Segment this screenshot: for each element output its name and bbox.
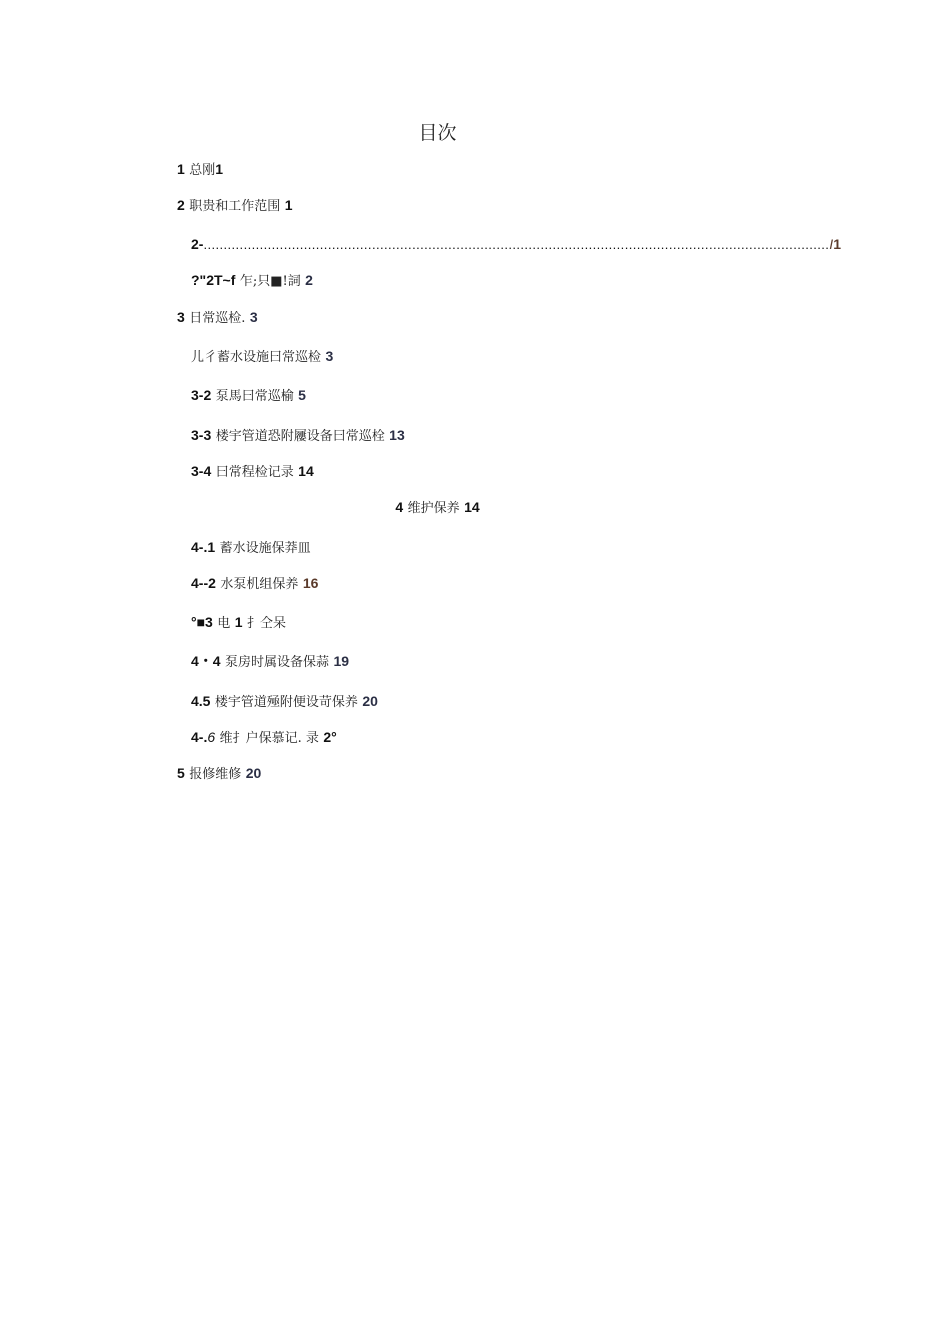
toc-entry [191, 386, 306, 406]
toc-entry-text: 蓄水设施保莽皿 [219, 541, 311, 556]
toc-entry-number: 4-.1 [191, 539, 216, 555]
toc-entry [191, 271, 313, 291]
toc-entry-page: 14 [464, 499, 480, 515]
toc-entry-number: 2 [177, 197, 185, 213]
toc-entry [191, 347, 333, 367]
toc-entry-number: 2- [191, 236, 204, 252]
toc-entry-text: 电 [217, 616, 231, 631]
toc-entry-text: 报修维修 [189, 767, 242, 782]
toc-entry-page: 5 [298, 387, 306, 403]
toc-entry [191, 652, 349, 672]
toc-entry-page: 1 [284, 197, 293, 213]
toc-entry [177, 764, 261, 784]
toc-entry-number: 5 [177, 765, 185, 781]
toc-entry-number: °■3 [191, 614, 213, 630]
toc-entry-inline-number: 1 [234, 614, 243, 630]
toc-entry-number: 3-4 [191, 463, 212, 479]
toc-entry-text: 日常巡检. [189, 311, 246, 326]
toc-entry [177, 196, 293, 216]
toc-entry-number: 3 [177, 309, 185, 325]
toc-entry-text: 职贵和工作范围 [189, 199, 281, 214]
toc-title: 目次 [418, 122, 457, 144]
toc-entry [191, 692, 378, 712]
toc-entry-page: 20 [245, 765, 262, 781]
toc-entry [191, 728, 337, 748]
toc-entry-text: 水泵机组保养 [220, 577, 299, 592]
toc-entry-number-italic: 6 [207, 729, 216, 745]
toc-entry-number: 4・4 [191, 653, 221, 669]
toc-entry-page: 13 [389, 427, 405, 443]
toc-entry [191, 538, 311, 558]
toc-entry-text: 楼宇管道恐附屨设备曰常巡栓 [215, 429, 385, 444]
toc-entry-text: 儿彳蓄水设施曰常巡检 [191, 350, 322, 365]
toc-entry-number: 4--2 [191, 575, 216, 591]
toc-entry-number: 4.5 [191, 693, 211, 709]
toc-entry [177, 308, 258, 328]
toc-entry-page: 3 [249, 309, 258, 325]
toc-entry-page: 3 [325, 348, 334, 364]
toc-entry-number: 4-. [191, 729, 208, 745]
toc-entry-page: 20 [362, 693, 378, 709]
toc-entry-dotted [191, 235, 841, 254]
toc-entry-number: 4 [395, 499, 404, 515]
toc-entry [191, 426, 405, 446]
toc-entry [177, 160, 223, 180]
toc-entry-text-continued: 扌仝呆 [247, 616, 287, 631]
toc-entry-number: 1 [177, 161, 185, 177]
toc-entry-text: 乍;只■!詞 [239, 274, 301, 289]
toc-entry-text: 维护保养 [407, 501, 460, 516]
toc-entry-page [829, 235, 841, 253]
toc-entry-page: 1 [215, 161, 224, 177]
toc-entry-text: 泵馬曰常巡榆 [215, 389, 294, 404]
toc-entry-text: 楼宇管道殛附便设苛保养 [214, 695, 358, 710]
toc-entry-text: 泵房时属设备保蒜 [225, 655, 330, 670]
toc-entry-number: 3-3 [191, 427, 212, 443]
toc-entry-page: 2 [305, 272, 313, 288]
toc-entry-text: 总刚 [189, 163, 216, 178]
toc-entry [191, 462, 314, 482]
toc-entry-section [0, 498, 875, 518]
toc-entry-number: ?"2T~f [191, 272, 236, 288]
toc-entry-page: 19 [333, 653, 350, 669]
toc-entry-page-number: 1 [833, 236, 841, 252]
toc-entry-text: 曰常程检记录 [215, 465, 294, 480]
toc-entry-page: 16 [302, 575, 319, 591]
toc-entry-page: 14 [298, 463, 314, 479]
toc-entry [191, 613, 286, 633]
toc-entry [191, 574, 318, 594]
toc-leader-dots: ............................................................................................................................................................ [203, 237, 830, 252]
toc-entry-number: 3-2 [191, 387, 212, 403]
toc-entry-text: 维扌户保慕记. 录 [219, 731, 319, 746]
toc-entry-page-prefix: I [829, 236, 834, 252]
toc-entry-page: 2° [323, 729, 337, 745]
